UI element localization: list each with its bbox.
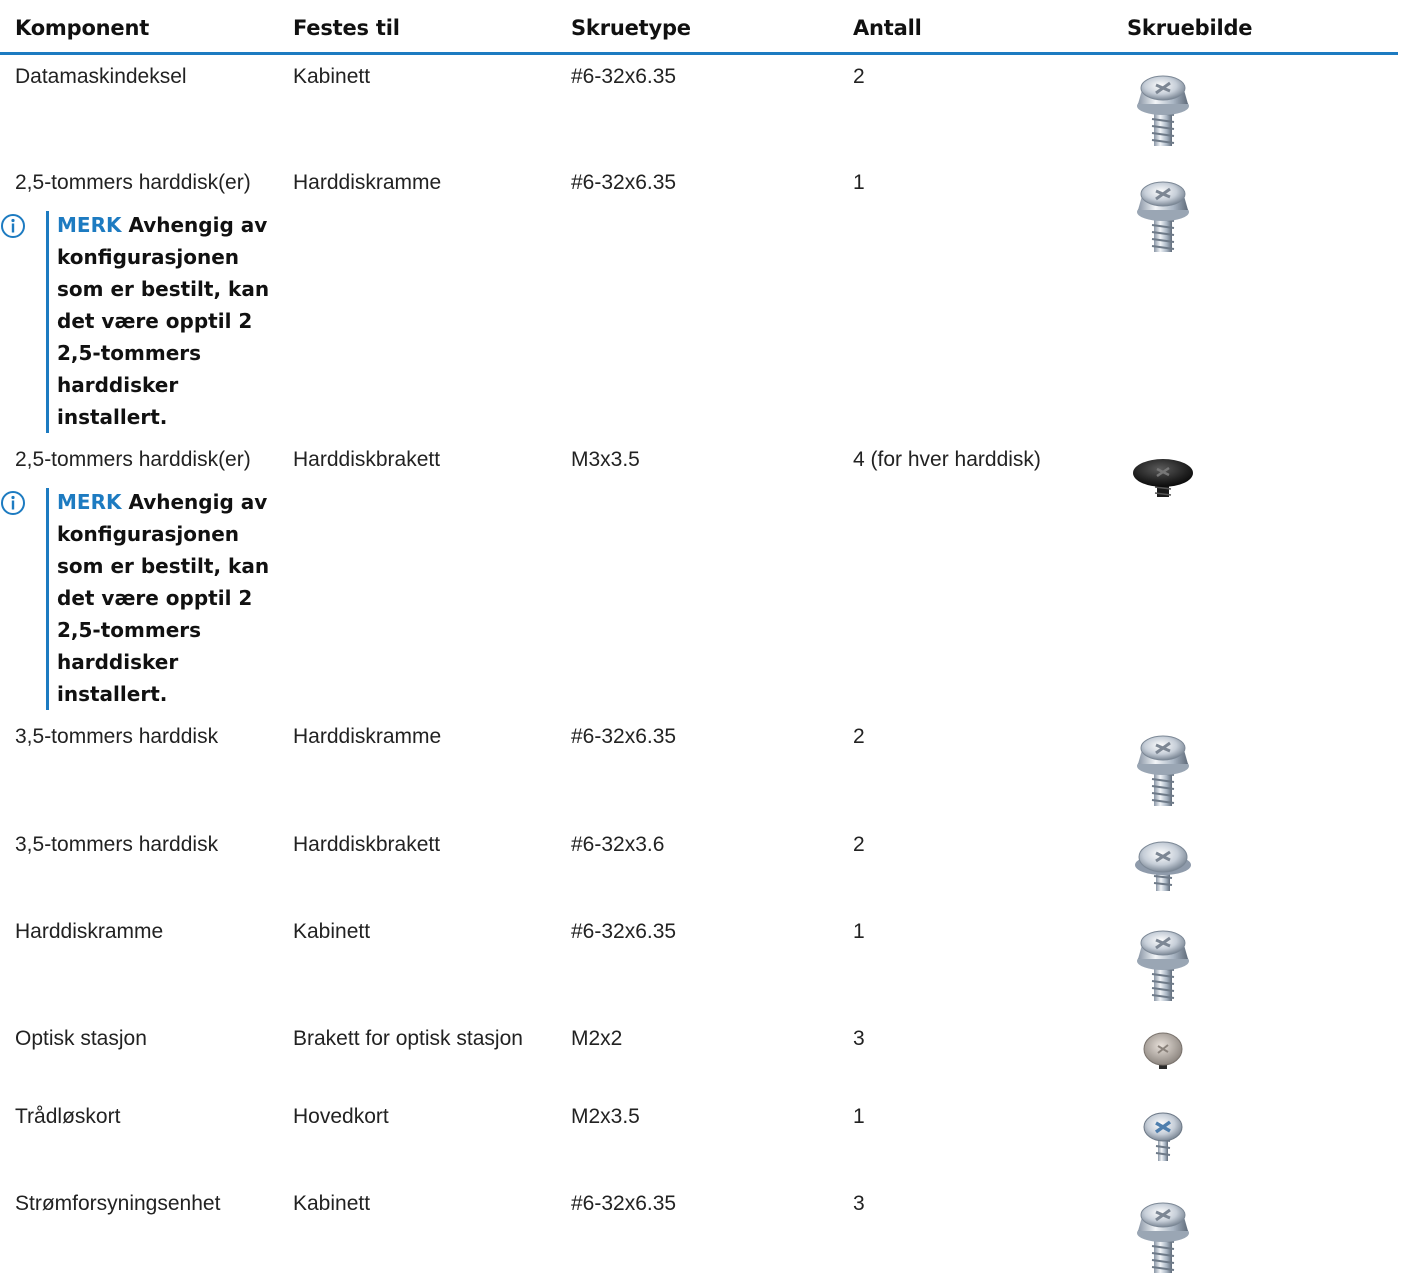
silver-hex-washer-screw-icon <box>1118 923 1208 1005</box>
screw-type-cell: #6-32x6.35 <box>571 1192 677 1215</box>
screw-type-cell: #6-32x6.35 <box>571 171 677 194</box>
attached-to-cell: Harddiskramme <box>293 171 442 194</box>
screw-type-cell: M2x3.5 <box>571 1105 640 1128</box>
attached-to-cell: Brakett for optisk stasjon <box>293 1027 523 1050</box>
component-cell: 3,5-tommers harddisk <box>15 725 219 748</box>
component-cell: Trådløskort <box>15 1105 121 1128</box>
note-text <box>57 486 272 710</box>
component-cell: Optisk stasjon <box>15 1027 147 1050</box>
header-antall: Antall <box>853 16 922 40</box>
table-row <box>0 161 1398 438</box>
attached-to-cell: Kabinett <box>293 1192 371 1215</box>
table-row <box>0 438 1398 715</box>
table-row <box>0 55 1398 161</box>
quantity-cell: 2 <box>853 833 865 856</box>
info-icon <box>0 490 26 516</box>
table-header <box>0 0 1398 55</box>
silver-small-pan-screw-icon <box>1118 1105 1208 1171</box>
black-flat-head-screw-icon <box>1118 451 1208 511</box>
component-cell: Harddiskramme <box>15 920 164 943</box>
grey-flat-head-screw-icon <box>1118 1027 1208 1079</box>
header-skruetype: Skruetype <box>571 16 691 40</box>
silver-hex-washer-screw-icon <box>1118 68 1208 150</box>
silver-hex-washer-screw-icon <box>1118 1195 1208 1277</box>
silver-pan-washer-screw-icon <box>1118 833 1208 899</box>
quantity-cell: 1 <box>853 171 865 194</box>
table-row <box>0 823 1398 910</box>
component-cell: 2,5-tommers harddisk(er) <box>15 448 251 471</box>
table-row <box>0 1182 1398 1272</box>
note-label: MERK <box>57 490 122 514</box>
screw-type-cell: #6-32x6.35 <box>571 920 677 943</box>
table-row <box>0 910 1398 1017</box>
quantity-cell: 2 <box>853 725 865 748</box>
screw-type-cell: #6-32x6.35 <box>571 65 677 88</box>
quantity-cell: 1 <box>853 1105 865 1128</box>
quantity-cell: 2 <box>853 65 865 88</box>
attached-to-cell: Harddiskbrakett <box>293 833 441 856</box>
quantity-cell: 4 (for hver harddisk) <box>853 448 1041 471</box>
note-bar <box>46 211 49 433</box>
table-row <box>0 1095 1398 1182</box>
header-skruebilde: Skruebilde <box>1127 16 1253 40</box>
screw-type-cell: M3x3.5 <box>571 448 640 471</box>
component-cell: Datamaskindeksel <box>15 65 187 88</box>
quantity-cell: 1 <box>853 920 865 943</box>
attached-to-cell: Kabinett <box>293 920 371 943</box>
attached-to-cell: Harddiskramme <box>293 725 442 748</box>
screw-type-cell: #6-32x3.6 <box>571 833 665 856</box>
note-label: MERK <box>57 213 122 237</box>
screw-type-cell: M2x2 <box>571 1027 623 1050</box>
silver-hex-washer-screw-icon <box>1118 174 1208 256</box>
attached-to-cell: Hovedkort <box>293 1105 389 1128</box>
note-body: Avhengig av konfigurasjonen som er bestilt, kan det være opptil 2 2,5-tommers harddisker installert. <box>57 490 270 706</box>
attached-to-cell: Kabinett <box>293 65 371 88</box>
silver-hex-washer-screw-icon <box>1118 728 1208 810</box>
info-icon <box>0 213 26 239</box>
component-cell: 2,5-tommers harddisk(er) <box>15 171 251 194</box>
table-row <box>0 715 1398 823</box>
component-cell: 3,5-tommers harddisk <box>15 833 219 856</box>
note-body: Avhengig av konfigurasjonen som er bestilt, kan det være opptil 2 2,5-tommers harddisker installert. <box>57 213 270 429</box>
note-text <box>57 209 272 433</box>
screw-type-cell: #6-32x6.35 <box>571 725 677 748</box>
header-festes-til: Festes til <box>293 16 400 40</box>
header-komponent: Komponent <box>15 16 150 40</box>
component-cell: Strømforsyningsenhet <box>15 1192 221 1215</box>
table-row <box>0 1017 1398 1095</box>
quantity-cell: 3 <box>853 1192 865 1215</box>
quantity-cell: 3 <box>853 1027 865 1050</box>
attached-to-cell: Harddiskbrakett <box>293 448 441 471</box>
note-bar <box>46 488 49 710</box>
